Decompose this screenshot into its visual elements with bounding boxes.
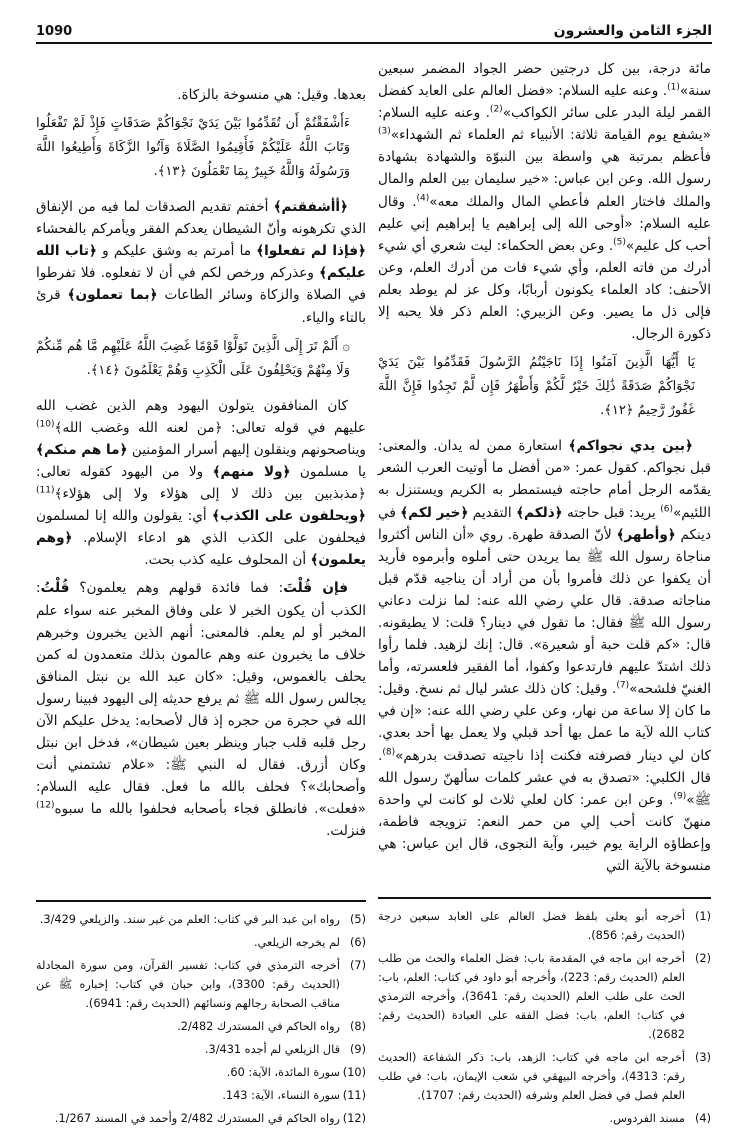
footnote — [378, 1109, 711, 1128]
footnote-text: رواه ابن عبد البر في كتاب: العلم من غير سند. والزيلعي 3/429. — [39, 913, 340, 927]
footnote — [378, 949, 711, 1044]
bold-quote: ﴿ذلكم﴾ — [516, 504, 563, 521]
text-run: . وعن بعض الحكماء: ليت شعري أي شيء أدرك من فاته العلم، وأي شيء فات من أدرك العلم، وعن الأحنف: كاد العلماء يكونون أربابًا، وكل عز لم يوطد بعلم فإلى ذل ما يصير. وعن الزبيري: العلم ذكر فلا يحبه إلا ذكورة الرجال. — [378, 237, 711, 343]
footnote-ref: (10) — [36, 419, 55, 430]
bold-quote: ﴿بين يدي نجواكم﴾ — [568, 438, 693, 455]
paragraph — [36, 196, 366, 329]
text-run: ما أمرتم به وشق عليكم و — [96, 243, 257, 260]
footnote-text: أخرجه ابن ماجه في كتاب: الزهد، باب: ذكر الشفاعة (الحديث رقم: 4313)، وأخرجه البيهقي في شعب الإيمان، باب: في طلب العلم فصل في فضل العلم وشرفه (الحديث رقم: 1707). — [378, 1051, 685, 1103]
left-text-column — [36, 84, 366, 849]
text-run: لأنّ الصدقة طهرة. روي «أن الناس أكثروا مناجاة رسول الله ﷺ بما يريدن حتى أملوه وأبرموه فأريد أن يكفوا عن ذلك فأمروا بأن من أراد أن يناجيه قدّم قبل مناجاته صدقة. قال علي رضي الله عنه: لما نزلت دعاني رسول الله ﷺ فقال: ما تقول في دينار؟ قلت: لا يطيقونه. قال: «كم قلت حبة أو شعيرة». قال: إنك لزهيد. فلما رأوا ذلك اشتدّ عليهم فارتدعوا وكفوا، أما الفقير فلعسرته، وأما الغنيّ فلشحه» — [378, 526, 711, 698]
text-run: استعارة ممن له يدان. والمعنى: قبل نجواكم. كقول عمر: «من أفضل ما أوتيت العرب الشعر يقدّمه الرجل أمام حاجته فيستمطر به الكريم ويستنزل به اللئيم» — [378, 438, 711, 521]
text-run: قرئ بالتاء والياء. — [36, 287, 366, 326]
footnote-divider-left — [36, 900, 366, 902]
footnote — [36, 956, 366, 1013]
footnote-text: مسند الفردوس. — [609, 1112, 685, 1126]
text-run: أي: يقولون والله إنا لمسلمون فيحلفون على الكذب الذي هو ادعاء الإسلام. — [36, 508, 366, 547]
text-run: كان المنافقون يتولون اليهود وهم الذين غضب الله عليهم في قوله تعالى: ﴿من لعنه الله وغضب الله﴾ — [36, 397, 366, 436]
footnote-number: (8) — [349, 1020, 366, 1034]
footnote-number: (6) — [349, 936, 366, 950]
bold-quote: ﴿خير لكم﴾ — [400, 504, 469, 521]
footnote — [36, 1109, 366, 1128]
footnote — [36, 910, 366, 929]
text-run: بعدها. وقيل: هي منسوخة بالزكاة. — [177, 87, 366, 103]
quran-verse — [378, 351, 711, 423]
text-run: يريد: قبل حاجته — [562, 504, 661, 521]
footnote-ref: (7) — [616, 680, 630, 691]
text-run: . وقال عليه السلام: «أوحى الله إلى إبراهيم يا إبراهيم إني عليم أحب كل عليم» — [378, 193, 711, 254]
footnote-ref: (8) — [382, 747, 396, 757]
footnote — [378, 1048, 711, 1105]
text-run: مائة درجة، بين كل درجتين حضر الجواد المضمر سبعين سنة» — [378, 61, 711, 100]
footnotes-left — [36, 910, 366, 1128]
footnote-text: لم يخرجه الزيلعي. — [253, 936, 340, 950]
right-footnote-area — [378, 883, 711, 1132]
footnote-number: (10) — [342, 1066, 366, 1080]
footnote-text: أخرجه أبو يعلى بلفظ فضل العالم على العابد سبعين درجة (الحديث رقم: 856). — [378, 910, 685, 943]
footnote-text: قال الزيلعي لم أجده 3/431. — [204, 1043, 340, 1057]
running-header — [36, 14, 712, 44]
text-run: : الكذب أن يكون الخبر لا على وفاق المخبر عنه سواء علم المخبر أو لم يعلم. فالمعنى: أنهم الذين يخبرون وخبرهم خلاف ما يخبرون عنه وهم عالمون بذلك متعمدون له كمن يحلف بالغموس، وقيل: «كان عبد الله بن نبتل المنافق يجالس رسول الله ﷺ ثم يرفع حديثه إلى اليهود فبينا رسول الله في حجرة من حجره إذ قال لأصحابه: يدخل عليكم الآن رجل قلبه قلب جبار وينظر بعين شيطان»، فدخل ابن نبتل وكان أزرق. فقال له النبي ﷺ: «علام تشتمني أنت وأصحابك»؟ فحلف بالله ما فعل. فقال عليه السلام: «فعلت». فانطلق فجاء بأصحابه فحلفوا بالله ما سبوه — [36, 580, 366, 818]
text-run: أخفتم تقديم الصدقات لما فيه من الإنفاق الذي تكرهونه وأنّ الشيطان يعدكم الفقر ويأمركم بالفحشاء — [36, 199, 366, 238]
text-run: في دينكم — [378, 504, 711, 543]
footnote-ref: (11) — [36, 485, 55, 496]
footnote-text: أخرجه ابن ماجه في المقدمة باب: فضل العلماء والحث من طلب العلم (الحديث رقم: 223)، وأخرجه أبو داود في كتاب: العلم، باب: الحث على طلب العلم (الحديث رقم: 3641)، وأخرجه الترمذي في كتاب: العلم، باب: فضل الفقه على العبادة (الحديث رقم: 2682). — [378, 952, 685, 1042]
footnotes-right — [378, 907, 711, 1128]
paragraph — [36, 84, 366, 106]
footnote-divider-right — [378, 897, 711, 899]
footnote-ref: (4) — [416, 193, 430, 204]
text-run: يَا أَيُّهَا الَّذِينَ آمَنُوا إِذَا نَاجَيْتُمُ الرَّسُولَ فَقَدِّمُوا بَيْنَ يَدَيْ نَجْوَاكُمْ صَدَقَةً ذَٰلِكَ خَيْرٌ لَّكُمْ وَأَطْهَرُ فَإِن لَّمْ تَجِدُوا فَإِنَّ اللَّهَ غَفُورٌ رَّحِيمٌ ﴿١٢﴾. — [378, 355, 695, 419]
text-run: ولا من اليهود كقوله تعالى: ﴿مذبذبين بين ذلك لا إلى هؤلاء ولا إلى هؤلاء﴾ — [36, 463, 366, 503]
footnote — [36, 933, 366, 952]
text-run: فنزلت. — [326, 823, 366, 840]
paragraph — [36, 395, 366, 572]
text-run: ءَأَشْفَقْتُمْ أَن تُقَدِّمُوا بَيْنَ يَدَيْ نَجْوَاكُمْ صَدَقَاتٍ فَإِذْ لَمْ تَفْعَلُوا وَتَابَ اللَّهُ عَلَيْكُمْ فَأَقِيمُوا الصَّلَاةَ وَآتُوا الزَّكَاةَ وَأَطِيعُوا اللَّهَ وَرَسُولَهُ وَاللَّهُ خَبِيرٌ بِمَا تَعْمَلُونَ ﴿١٣﴾. — [36, 116, 350, 180]
paragraph — [378, 435, 711, 877]
footnote — [36, 1086, 366, 1105]
bold-quote: ﴿ولا منهم﴾ — [212, 463, 291, 480]
text-run: . قال الكلبي: «تصدق به في عشر كلمات سألهنّ رسول الله ﷺ» — [378, 747, 711, 808]
text-run: وعذركم ورخص لكم في أن لا تفعلوه. فلا تفرطوا في الصلاة والزكاة وسائر الطاعات — [36, 265, 366, 304]
quran-verse — [36, 335, 366, 383]
bold-quote: قُلْتُ — [40, 580, 70, 597]
footnote-ref: (12) — [36, 800, 55, 811]
footnote-number: (4) — [694, 1112, 711, 1126]
right-text-column — [378, 58, 711, 883]
text-run: فأعظم بمرتبة هي واسطة بين النبوّة والشهادة بشهادة رسول الله. وعن ابن عباس: «خير سليمان بين العلم والمال والملك فاختار العلم فأعطي المال والملك معه» — [378, 149, 711, 210]
footnote-number: (2) — [694, 952, 711, 966]
left-half — [36, 58, 366, 1132]
footnote-number: (7) — [349, 959, 366, 973]
page-body — [36, 58, 711, 1132]
quran-verse — [36, 112, 366, 184]
bold-quote: فإن قُلْتَ — [283, 580, 348, 597]
bold-quote: ﴿أأشفقتم﴾ — [273, 199, 348, 216]
footnote — [378, 907, 711, 945]
footnote — [36, 1040, 366, 1059]
footnote-ref: (3) — [378, 126, 391, 137]
left-footnote-area — [36, 886, 366, 1132]
paragraph — [36, 577, 366, 842]
footnote-ref: (9) — [673, 791, 687, 802]
bold-quote: ﴿وهم يعلمون﴾ — [36, 530, 366, 569]
text-run: أن المحلوف عليه كذب بحت. — [144, 552, 311, 569]
footnote-number: (3) — [694, 1051, 711, 1065]
bold-quote: ﴿فإذا لم تفعلوا﴾ — [256, 243, 366, 260]
footnote — [36, 1063, 366, 1082]
running-title: الجزء الثامن والعشرون — [553, 23, 712, 39]
text-run: . وعنه عليه السلام: «فضل العالم على العابد كفضل القمر ليلة البدر على سائر الكواكب» — [378, 83, 711, 122]
text-run: . وعن ابن عمر: كان لعلي ثلاث لو كانت لي واحدة منهنّ كانت أحب إلي من حمر النعم: تزويجه فاطمة، وإعطاؤه الراية يوم خيبر، وآية النجوى، قال ابن عباس: هي منسوخة بالآية التي — [378, 791, 711, 874]
footnote-text: رواه الحاكم في المستدرك 2/482. — [177, 1020, 340, 1034]
footnote-ref: (1) — [667, 82, 680, 93]
bold-quote: ﴿تاب الله عليكم﴾ — [36, 243, 366, 282]
footnote — [36, 1017, 366, 1036]
footnote-number: (11) — [342, 1089, 366, 1103]
page-number: 1090 — [36, 24, 73, 39]
footnote-ref: (5) — [613, 237, 626, 248]
footnote-text: رواه الحاكم في المستدرك 2/482 وأحمد في المسند 1/267. — [54, 1112, 340, 1126]
footnote-ref: (2) — [489, 104, 503, 115]
text-run: يا مسلمون — [290, 463, 366, 480]
text-run: : فما فائدة قولهم وهم يعلمون؟ — [69, 580, 284, 597]
text-run: ۞ أَلَمْ تَرَ إِلَى الَّذِينَ تَوَلَّوْا قَوْمًا غَضِبَ اللَّهُ عَلَيْهِم مَّا هُم مِّنكُمْ وَلَا مِنْهُمْ وَيَحْلِفُونَ عَلَى الْكَذِبِ وَهُمْ يَعْلَمُونَ ﴿١٤﴾. — [36, 338, 350, 378]
footnote-number: (12) — [342, 1112, 366, 1126]
footnote-number: (5) — [349, 913, 366, 927]
footnote-text: سورة المائدة، الآية: 60. — [226, 1066, 340, 1080]
bold-quote: ﴿ويحلفون على الكذب﴾ — [211, 508, 366, 525]
bold-quote: ﴿بما تعملون﴾ — [67, 287, 158, 304]
bold-quote: ﴿وأطهر﴾ — [616, 526, 676, 543]
footnote-number: (9) — [349, 1043, 366, 1057]
footnote-text: سورة النساء، الآية: 143. — [222, 1089, 340, 1103]
text-run: . وقيل: كان ذلك عشر ليال ثم نسخ. وقيل: ما كان إلا ساعة من نهار، وعن علي رضي الله عنه: «إن في كتاب الله لآية ما عمل بها أحد قبلي ولا يعمل بها أحد بعدي. كان لي دينار فصرفته فكنت إذا ناجيته تصدقت بدرهم» — [378, 681, 711, 764]
footnote-ref: (6) — [660, 503, 673, 514]
footnote-text: أخرجه الترمذي في كتاب: تفسير القرآن، ومن سورة المجادلة (الحديث رقم: 3300)، وابن حبان في كتاب: إخباره ﷺ عن مناقب الصحابة رجالهم ونسائهم (الحديث رقم: 6941). — [36, 959, 340, 1011]
right-half — [378, 58, 711, 1132]
paragraph — [378, 58, 711, 345]
text-run: ويناصحونهم وينقلون إليهم أسرار المؤمنين — [127, 441, 366, 458]
bold-quote: ﴿ما هم منكم﴾ — [36, 441, 128, 458]
footnote-number: (1) — [694, 910, 711, 924]
text-run: . وعنه عليه السلام: «يشفع يوم القيامة ثلاثة: الأنبياء ثم العلماء ثم الشهداء» — [378, 105, 711, 144]
text-run: التقديم — [468, 504, 517, 521]
